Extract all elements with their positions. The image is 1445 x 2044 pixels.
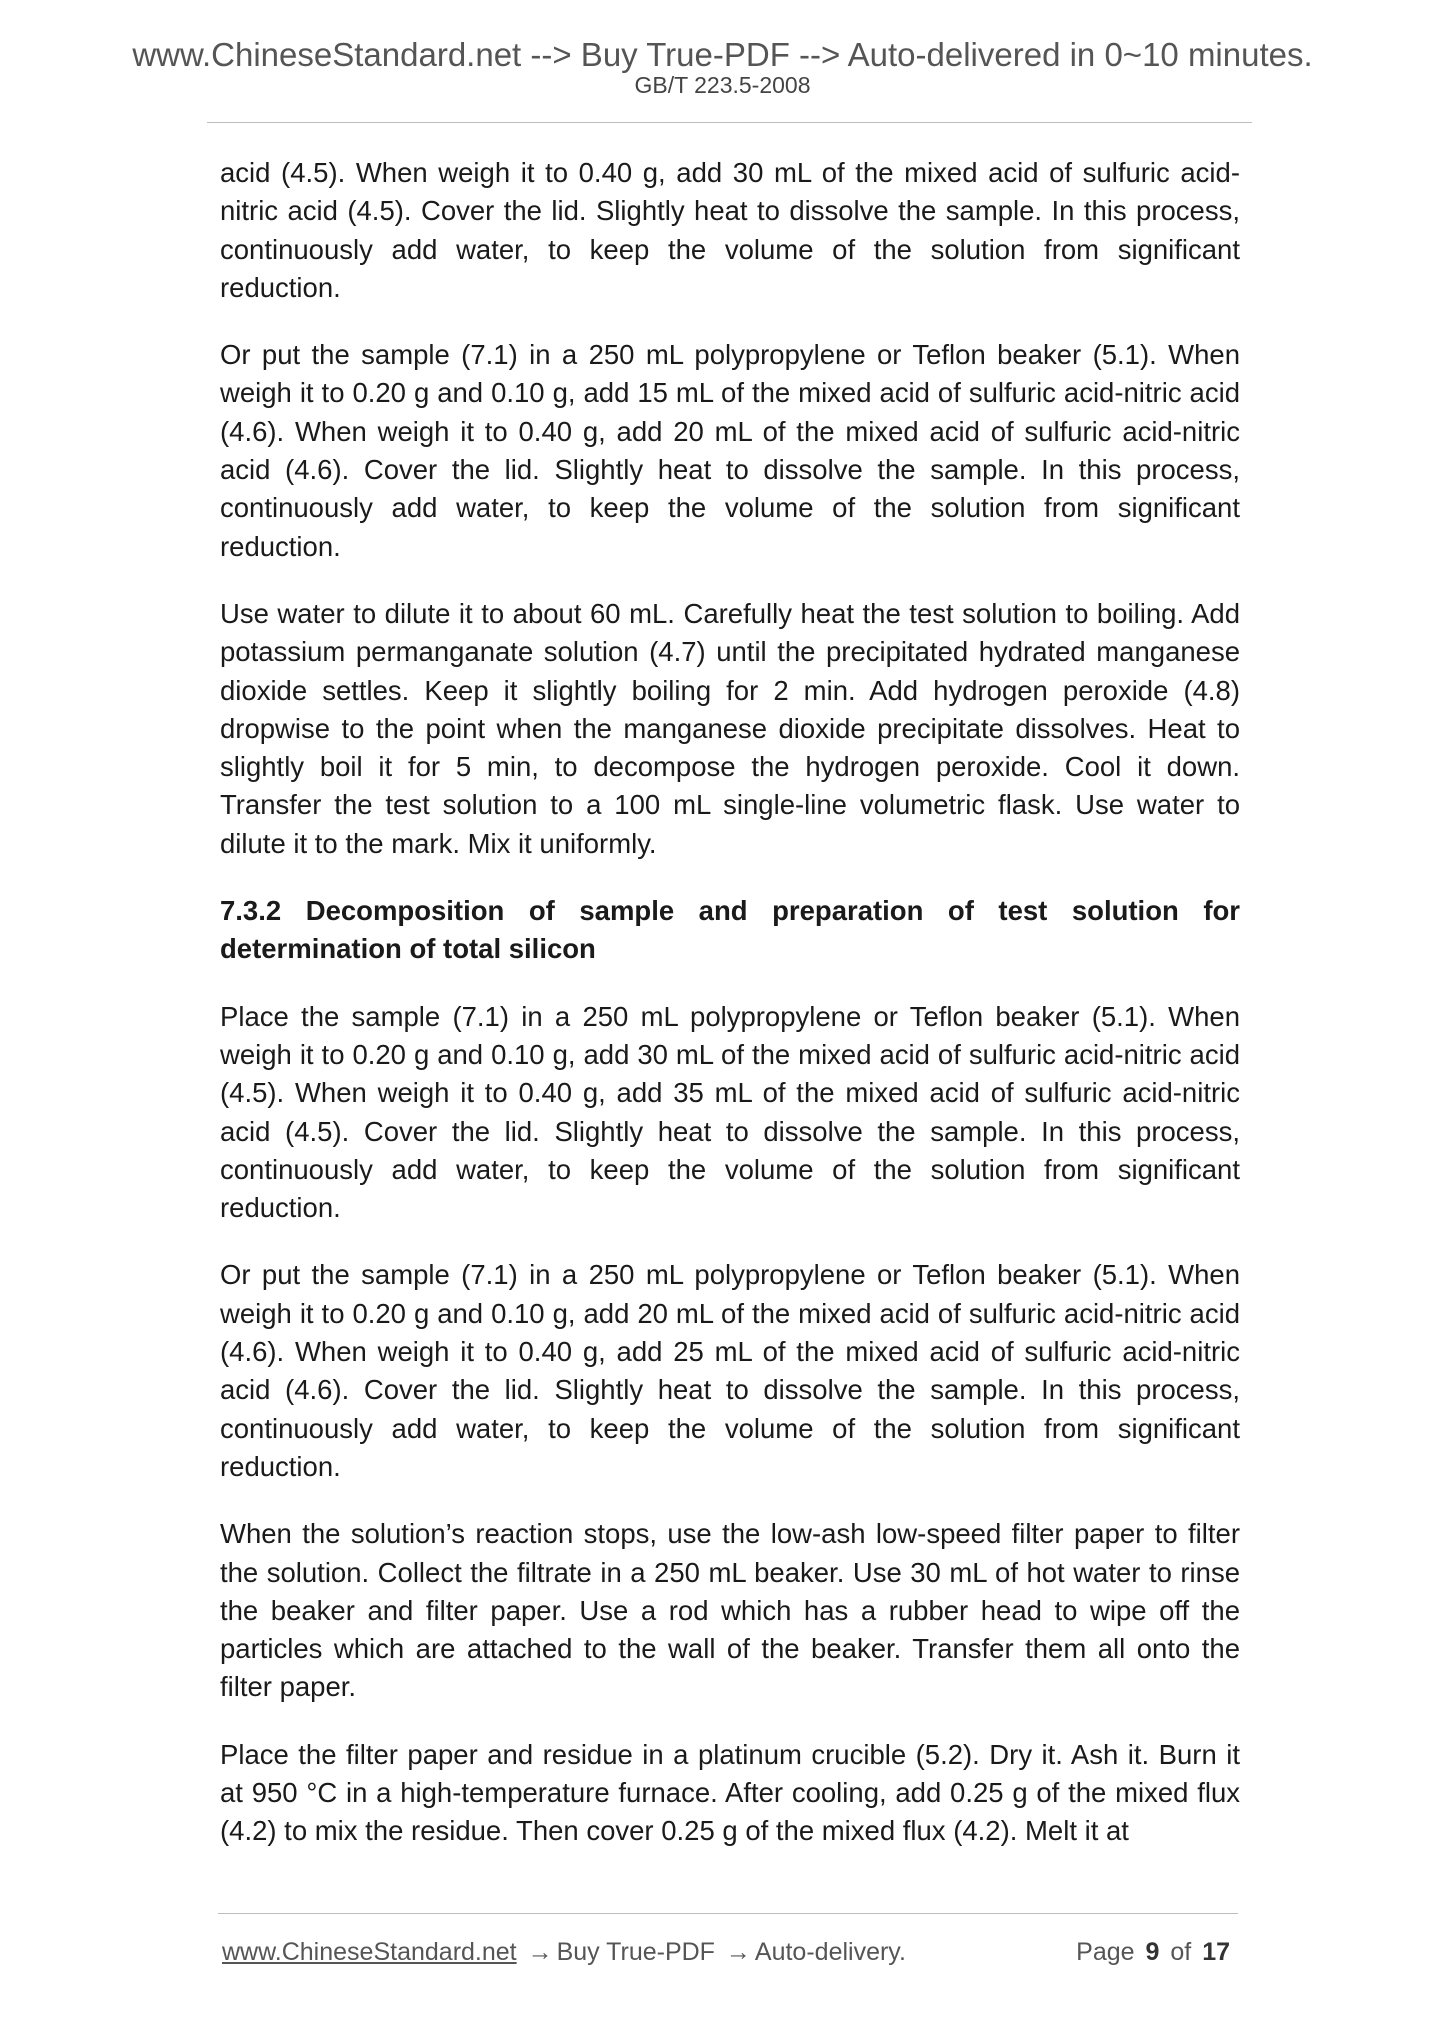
page-indicator bbox=[1076, 1935, 1234, 1969]
header-divider bbox=[207, 122, 1252, 123]
footer-divider bbox=[218, 1913, 1238, 1914]
footer-buy-text: Buy True-PDF bbox=[556, 1938, 715, 1966]
footer-delivery-text: Auto-delivery. bbox=[754, 1938, 906, 1966]
document-body bbox=[220, 154, 1240, 1880]
paragraph-4: Place the sample (7.1) in a 250 mL polypropylene or Teflon beaker (5.1). When weigh it to 0.20 g and 0.10 g, add 30 mL of the mixed acid of sulfuric acid-nitric acid (4.5). When weigh it to 0.40 g, add 35 mL of the mixed acid of sulfuric acid-nitric acid (4.5). Cover the lid. Slightly heat to dissolve the sample. In this process, continuously add water, to keep the volume of the solution from significant reduction. bbox=[220, 1000, 1240, 1224]
footer-site-link[interactable]: www.ChineseStandard.net bbox=[222, 1938, 517, 1966]
paragraph-2: Or put the sample (7.1) in a 250 mL polypropylene or Teflon beaker (5.1). When weigh it to 0.20 g and 0.10 g, add 15 mL of the mixed acid of sulfuric acid-nitric acid (4.6). When weigh it to 0.40 g, add 20 mL of the mixed acid of sulfuric acid-nitric acid (4.6). Cover the lid. Slightly heat to dissolve the sample. In this process, continuously add water, to keep the volume of the solution from significant reduction. bbox=[220, 339, 1240, 562]
arrow-right-icon: → bbox=[725, 1938, 751, 1966]
page-of-label: of bbox=[1170, 1938, 1192, 1966]
page-label: Page bbox=[1076, 1938, 1135, 1966]
arrow-right-icon: → bbox=[527, 1938, 553, 1966]
section-heading-7-3-2: 7.3.2 Decomposition of sample and preparation of test solution for determination of total silicon bbox=[220, 895, 1240, 965]
footer-promo bbox=[222, 1935, 906, 1969]
paragraph-1: acid (4.5). When weigh it to 0.40 g, add 30 mL of the mixed acid of sulfuric acid-nitric acid (4.5). Cover the lid. Slightly heat to dissolve the sample. In this process, continuously add water, to keep the volume of the solution from significant reduction. bbox=[220, 157, 1240, 303]
page-total: 17 bbox=[1202, 1938, 1230, 1966]
paragraph-5: Or put the sample (7.1) in a 250 mL polypropylene or Teflon beaker (5.1). When weigh it to 0.20 g and 0.10 g, add 20 mL of the mixed acid of sulfuric acid-nitric acid (4.6). When weigh it to 0.40 g, add 25 mL of the mixed acid of sulfuric acid-nitric acid (4.6). Cover the lid. Slightly heat to dissolve the sample. In this process, continuously add water, to keep the volume of the solution from significant reduction. bbox=[220, 1259, 1240, 1482]
paragraph-3: Use water to dilute it to about 60 mL. Carefully heat the test solution to boiling. Add potassium permanganate solution (4.7) until the precipitated hydrated manganese dioxide settles. Keep it slightly boiling for 2 min. Add hydrogen peroxide (4.8) dropwise to the point when the manganese dioxide precipitate dissolves. Heat to slightly boil it for 5 min, to decompose the hydrogen peroxide. Cool it down. Transfer the test solution to a 100 mL single-line volumetric flask. Use water to dilute it to the mark. Mix it uniformly. bbox=[220, 597, 1240, 859]
top-banner[interactable]: www.ChineseStandard.net --> Buy True-PDF --> Auto-delivered in 0~10 minutes. bbox=[132, 36, 1313, 73]
standard-code: GB/T 223.5-2008 bbox=[634, 72, 811, 98]
paragraph-6: When the solution’s reaction stops, use the low-ash low-speed filter paper to filter the solution. Collect the filtrate in a 250 mL beaker. Use 30 mL of hot water to rinse the beaker and filter paper. Use a rod which has a rubber head to wipe off the particles which are attached to the wall of the beaker. Transfer them all onto the filter paper. bbox=[220, 1518, 1240, 1703]
page-footer bbox=[222, 1935, 1234, 1969]
paragraph-7: Place the filter paper and residue in a platinum crucible (5.2). Dry it. Ash it. Burn it at 950 °C in a high-temperature furnace. After cooling, add 0.25 g of the mixed flux (4.2) to mix the residue. Then cover 0.25 g of the mixed flux (4.2). Melt it at bbox=[220, 1738, 1240, 1847]
page-current: 9 bbox=[1145, 1938, 1160, 1966]
